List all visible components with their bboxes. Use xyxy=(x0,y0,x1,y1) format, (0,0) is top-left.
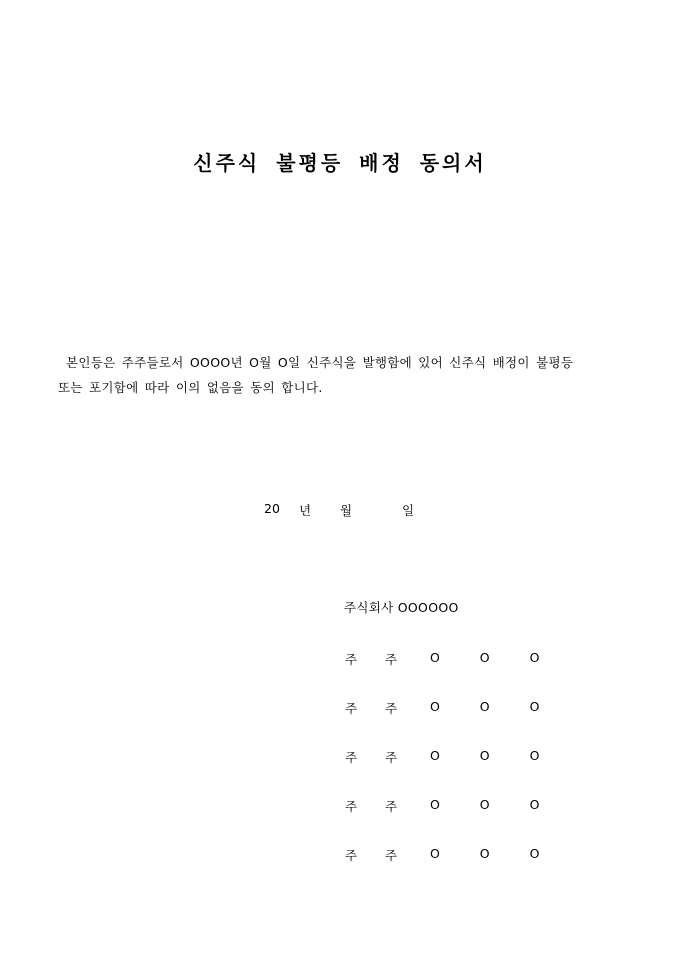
shareholder-row xyxy=(0,797,680,817)
consent-statement-line-2: 또는 포기함에 따라 이의 없음을 동의 합니다. xyxy=(58,380,323,395)
date-month-label: 월 xyxy=(340,503,353,518)
shareholder-name: O O O xyxy=(430,797,558,812)
shareholder-label-2: 주 xyxy=(385,750,398,765)
consent-statement xyxy=(58,350,624,400)
shareholder-name: O O O xyxy=(430,699,558,714)
shareholder-label-1: 주 xyxy=(345,848,358,863)
shareholder-label-1: 주 xyxy=(345,750,358,765)
shareholder-row xyxy=(0,748,680,768)
shareholder-row xyxy=(0,650,680,670)
date-year-prefix: 20 xyxy=(264,501,280,516)
shareholder-label-1: 주 xyxy=(345,652,358,667)
date-year-label: 년 xyxy=(299,503,312,518)
shareholder-name: O O O xyxy=(430,846,558,861)
shareholder-label-2: 주 xyxy=(385,652,398,667)
shareholder-label-2: 주 xyxy=(385,701,398,716)
shareholder-row xyxy=(0,846,680,866)
shareholder-name: O O O xyxy=(430,748,558,763)
document-title: 신주식 불평등 배정 동의서 xyxy=(193,151,487,175)
consent-statement-line-1: 본인등은 주주들로서 OOOO년 O월 O일 신주식을 발행함에 있어 신주식 배정이 불평등 xyxy=(66,355,574,370)
shareholder-label-1: 주 xyxy=(345,701,358,716)
date-day-label: 일 xyxy=(402,503,415,518)
company-name: 주식회사 OOOOOO xyxy=(344,600,459,615)
shareholder-label-1: 주 xyxy=(345,799,358,814)
shareholder-label-2: 주 xyxy=(385,848,398,863)
date-line xyxy=(0,501,680,521)
shareholder-name: O O O xyxy=(430,650,558,665)
shareholder-row xyxy=(0,699,680,719)
shareholder-label-2: 주 xyxy=(385,799,398,814)
